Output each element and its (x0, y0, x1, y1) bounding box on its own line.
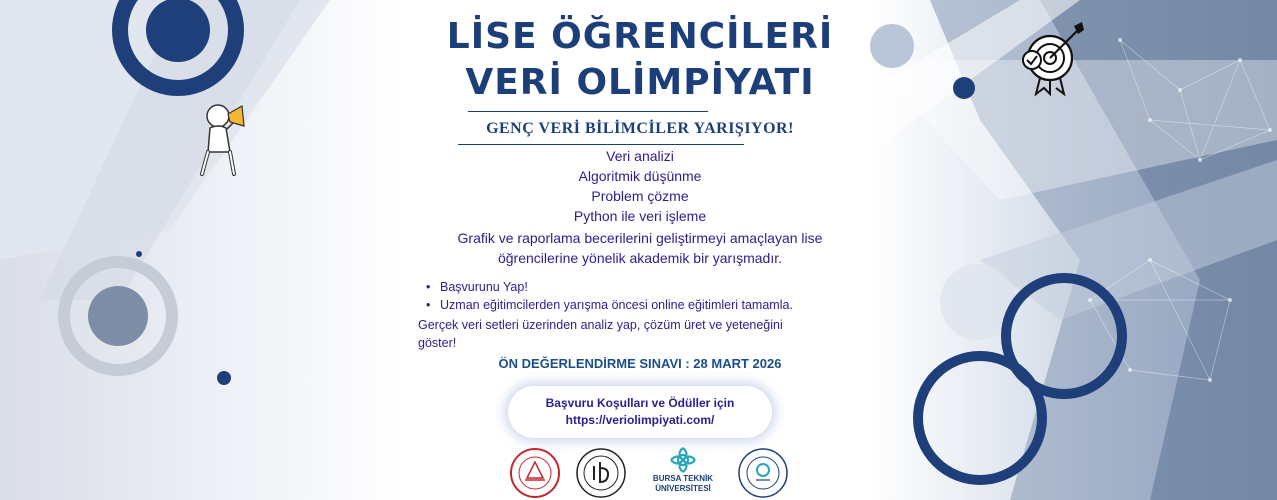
step-item: • Uzman eğitimcilerden yarışma öncesi online eğitimleri tamamla. (426, 296, 886, 314)
title-line-1: LİSE ÖĞRENCİLERİ (446, 16, 834, 57)
subtitle-divider (458, 144, 744, 145)
step-item: • Başvurunu Yap! (426, 278, 886, 296)
btu-line-1: BURSA TEKNİK (652, 474, 714, 483)
directorate-seal-logo (574, 446, 628, 500)
btu-logo-text (640, 474, 726, 494)
skills-list (380, 146, 900, 226)
megaphone-person-icon (188, 100, 248, 180)
subtitle: GENÇ VERİ BİLİMCİLER YARIŞIYOR! (486, 120, 794, 137)
website-link[interactable]: https://veriolimpiyati.com/ (565, 413, 715, 427)
steps-list (426, 278, 886, 314)
page-title (340, 14, 940, 106)
cta-line-1: Başvuru Koşulları ve Ödüller için (545, 396, 735, 410)
title-divider (468, 111, 708, 112)
partner-logos (500, 446, 790, 500)
exam-date: ÖN DEĞERLENDİRME SINAVI : 28 MART 2026 (498, 356, 782, 371)
paragraph-line-1: Gerçek veri setleri üzerinden analiz yap, çözüm üret ve yeteneğini (418, 318, 783, 332)
skill-item: Python ile veri işleme (573, 208, 707, 224)
ministry-seal-logo (508, 446, 562, 500)
btu-flower-icon (668, 446, 698, 474)
skill-item: Problem çözme (591, 188, 689, 204)
btu-line-2: ÜNİVERSİTESİ (655, 484, 711, 493)
btu-community-seal-logo (736, 446, 790, 500)
call-paragraph (418, 316, 878, 352)
description (380, 228, 900, 268)
title-line-2: VERİ OLİMPİYATI (465, 62, 815, 103)
description-line-1: Grafik ve raporlama becerilerini geliştirmeyi amaçlayan lise (457, 230, 823, 246)
application-link-box[interactable] (508, 386, 772, 438)
skill-item: Veri analizi (606, 148, 674, 164)
paragraph-line-2: göster! (418, 336, 457, 350)
target-badge-icon (1016, 18, 1092, 98)
skill-item: Algoritmik düşünme (578, 168, 702, 184)
description-line-2: öğrencilerine yönelik akademik bir yarışmadır. (497, 250, 782, 266)
